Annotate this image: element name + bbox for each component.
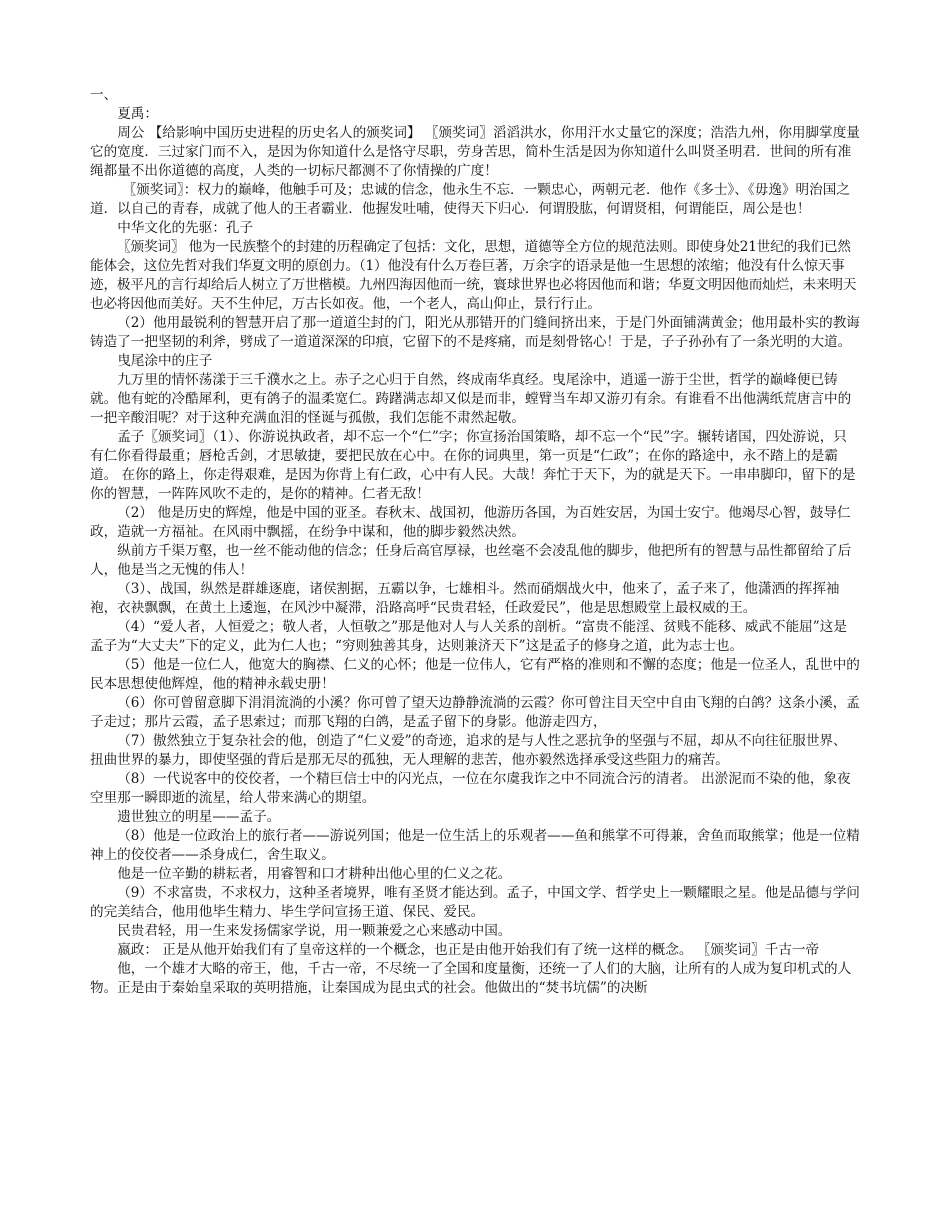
- paragraph-ying-zheng-intro: 嬴政： 正是从他开始我们有了皇帝这样的一个概念，也正是由他开始我们有了统一这样的概念。 〖颁奖词〗千古一帝: [117, 942, 820, 958]
- paragraph-mencius-2b: 纵前方千渠万壑，也一丝不能动他的信念；任身后高官厚禄，也丝毫不会凌乱他的脚步，他把所有的智慧与品性都留给了后人，他是当之无愧的伟人！: [90, 543, 852, 578]
- paragraph-mencius-2: （2） 他是历史的辉煌，他是中国的亚圣。春秋末、战国初，他游历各国，为百姓安居，为国士安宁。他竭尽心智，鼓导仁政，造就一方福祉。在风雨中飘摇，在纷争中谋和，他的脚步毅然决然。: [90, 505, 851, 540]
- title-zhuangzi: 曳尾涂中的庄子: [117, 353, 213, 369]
- paragraph-mencius-8b: （8）他是一位政治上的旅行者——游说列国；他是一位生活上的乐观者——鱼和熊掌不可得兼，舍鱼而取熊掌；他是一位精神上的佼佼者——杀身成仁，舍生取义。: [90, 828, 860, 863]
- section-number: 一、: [90, 87, 118, 103]
- paragraph-mencius-7: （7）傲然独立于复杂社会的他，创造了“仁义爱”的奇迹，追求的是与人性之恶抗争的坚强与不屈，却从不向往征服世界、扭曲世界的暴力，即使坚强的背后是那无尽的孤独，无人理解的悲苦，他亦毅然选择承受这些阻力的痛苦。: [90, 733, 847, 768]
- paragraph-ying-zheng: 他，一个雄才大略的帝王，他，千古一帝，不尽统一了全国和度量衡，还统一了人们的大脑，让所有的人成为复印机式的人物。正是由于秦始皇采取的英明措施，让秦国成为昆虫式的社会。他做出的“焚书坑儒”的决断: [90, 961, 852, 996]
- paragraph-mencius-8a: （8）一代说客中的佼佼者，一个精巨信士中的闪光点，一位在尔虞我诈之中不同流合污的清者。 出淤泥而不染的他，象夜空里那一瞬即逝的流星，给人带来满心的期望。: [90, 771, 851, 806]
- paragraph-confucius-1: 〖颁奖词〗 他为一民族整个的封建的历程确定了包括：文化，思想，道德等全方位的规范法则。即使身处21世纪的我们已然能体会，这位先哲对我们华夏文明的原创力。（1）他没有什么万卷巨著，万余字的语录是他一生思想的浓缩；他没有什么惊天事迹，极平凡的言行却给后人树立了万世楷模。九州四海因他而一统，寰球世界也必将因他而和谐；华夏文明因他而灿烂，未来明天也必将因他而美好。天不生仲尼，万古长如夜。他，一个老人，高山仰止，景行行止。: [90, 239, 857, 312]
- paragraph-mencius-5: （5）他是一位仁人，他宽大的胸襟、仁义的心怀；他是一位伟人，它有严格的准则和不懈的态度；他是一位圣人，乱世中的民本思想使他辉煌，他的精神永载史册！: [90, 657, 860, 692]
- paragraph-zhuangzi: 九万里的情怀荡漾于三千濮水之上。赤子之心归于自然，终成南华真经。曳尾涂中，逍遥一游于尘世，哲学的巅峰便已铸就。他有蛇的冷酷犀利，更有鸽子的温柔宽仁。踌躇满志却又似是而非，螳臂当车却又游刃有余。有谁看不出他满纸荒唐言中的一把辛酸泪呢？对于这种充满血泪的怪诞与孤傲，我们怎能不肃然起敬。: [90, 372, 852, 426]
- title-mencius-star: 遗世独立的明星——孟子。: [117, 809, 281, 825]
- paragraph-mencius-6: （6）你可曾留意脚下涓涓流淌的小溪？你可曾了望天边静静流淌的云霞？你可曾注目天空中自由飞翔的白鸽？这条小溪，孟子走过；那片云霞，孟子思索过；而那飞翔的白鸽，是孟子留下的身影。他游走四方，: [90, 695, 860, 730]
- paragraph-mencius-1: 孟子〖颁奖词〗（1）、你游说执政者，却不忘一个“仁”字；你宣扬治国策略，却不忘一个“民”字。辗转诸国，四处游说，只有仁你看得最重；唇枪舌剑，才思敏捷，要把民放在心中。在你的词典里，第一页是“仁政”；在你的路途中，永不踏上的是霸道。 在你的路上，你走得艰难，是因为你背上有仁政，心中有人民。大哉！奔忙于天下，为的就是天下。一串串脚印，留下的是你的智慧，一阵阵风吹不走的，是你的精神。仁者无敌！: [90, 429, 856, 502]
- paragraph-mencius-9: （9）不求富贵，不求权力，这种圣者境界，唯有圣贤才能达到。孟子，中国文学、哲学史上一颗耀眼之星。他是品德与学问的完美结合，他用他毕生精力、毕生学问宣扬王道、保民、爱民。: [90, 885, 860, 920]
- title-xia-yu: 夏禹：: [117, 106, 158, 122]
- paragraph-mencius-4: （4）“爱人者，人恒爱之；敬人者，人恒敬之”那是他对人与人关系的剖析。“富贵不能淫、贫贱不能移、威武不能屈”这是孟子为“大丈夫”下的定义，此为仁人也；“穷则独善其身，达则兼济天下”这是孟子的修身之道，此为志士也。: [90, 619, 847, 654]
- title-confucius: 中华文化的先驱：孔子: [117, 220, 254, 236]
- paragraph-mencius-3: （3）、战国，纵然是群雄逐鹿，诸侯割据，五霸以争，七雄相斗。然而硝烟战火中，他来了，孟子来了，他潇洒的挥挥袖袍，衣袂飘飘，在黄土上逶迤，在风沙中凝滞，沿路高呼“民贵君轻，任政爱民”，他是思想殿堂上最权威的王。: [90, 581, 840, 616]
- paragraph-zhou-gong-intro: 周公 【给影响中国历史进程的历史名人的颁奖词】 〖颁奖词〗滔滔洪水，你用汗水丈量它的深度；浩浩九州，你用脚掌度量它的宽度．三过家门而不入，是因为你知道什么是恪守尽职，劳身苦思，简朴生活是因为你知道什么叫贤圣明君．世间的所有准绳都量不出你道德的高度，人类的一切标尺都测不了你情操的广度！: [90, 125, 860, 179]
- paragraph-zhou-gong-award: 〖颁奖词〗：权力的巅峰，他触手可及；忠诚的信念，他永生不忘．一颗忠心，两朝元老．他作《多士》、《毋逸》明治国之道．以自己的青春，成就了他人的王者霸业．他握发吐哺，使得天下归心．何谓股肱，何谓贤相，何谓能臣，周公是也！: [90, 182, 850, 217]
- paragraph-mencius-closing: 民贵君轻，用一生来发扬儒家学说，用一颗兼爱之心来感动中国。: [117, 923, 512, 939]
- paragraph-confucius-2: （2）他用最锐利的智慧开启了那一道道尘封的门，阳光从那错开的门缝间挤出来，于是门外面铺满黄金；他用最朴实的教诲铸造了一把坚韧的利斧，劈成了一道道深深的印痕，它留下的不是疼痛，而是刻骨铭心！于是，子子孙孙有了一条光明的大道。: [90, 315, 860, 350]
- paragraph-mencius-farmer: 他是一位辛勤的耕耘者，用睿智和口才耕种出他心里的仁义之花。: [117, 866, 512, 882]
